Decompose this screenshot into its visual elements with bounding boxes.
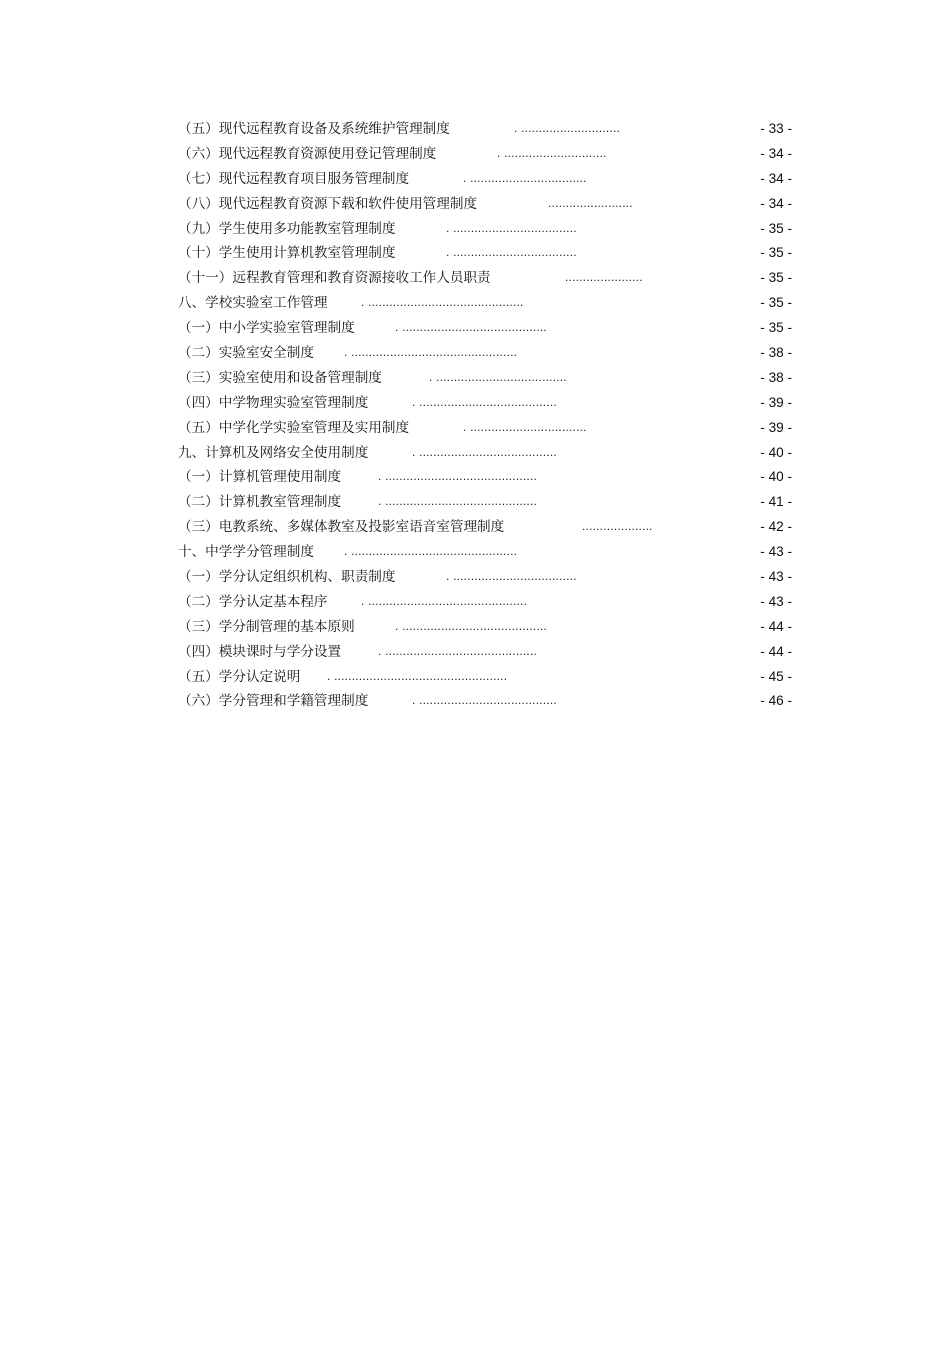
toc-page-number: - 38 - (760, 345, 792, 361)
toc-entry-title: （六）学分管理和学籍管理制度 (178, 693, 369, 710)
toc-page-number: - 34 - (760, 145, 792, 161)
toc-leader-dots: . ....................................... (412, 394, 557, 409)
toc-page-number: - 40 - (760, 469, 792, 485)
toc-entry-title: （五）现代远程教育设备及系统维护管理制度 (178, 121, 450, 137)
toc-leader-dots: . ................................... (446, 569, 577, 584)
toc-entry-title: （四）模块课时与学分设置 (178, 643, 342, 660)
toc-entry-title: （七）现代远程教育项目服务管理制度 (178, 170, 410, 187)
toc-entry[interactable] (178, 192, 792, 217)
toc-entry[interactable] (178, 217, 792, 242)
toc-page-number: - 40 - (760, 444, 792, 460)
toc-page-number: - 38 - (760, 369, 792, 385)
toc-page-number: - 39 - (760, 394, 792, 410)
toc-entry[interactable] (178, 515, 792, 540)
toc-entry-title: （一）学分认定组织机构、职责制度 (178, 569, 396, 586)
toc-entry-title: （二）计算机教室管理制度 (178, 494, 342, 511)
toc-entry-title: （二）实验室安全制度 (178, 345, 314, 362)
toc-leader-dots: . ............................................. (361, 593, 528, 608)
toc-leader-dots: . ..................................... (429, 369, 567, 384)
toc-page-number: - 35 - (760, 220, 792, 236)
toc-entry[interactable] (178, 465, 792, 490)
toc-leader-dots: . ............................................... (344, 345, 518, 360)
toc-leader-dots: . ......................................... (395, 320, 547, 335)
toc-leader-dots: ........................ (548, 195, 633, 210)
toc-page-number: - 39 - (760, 419, 792, 435)
toc-entry[interactable] (178, 615, 792, 640)
toc-leader-dots: . ................................... (446, 245, 577, 260)
toc-entry-title: （一）计算机管理使用制度 (178, 469, 342, 486)
toc-page-number: - 43 - (760, 544, 792, 560)
toc-page-number: - 41 - (760, 494, 792, 510)
toc-page-number: - 43 - (760, 593, 792, 609)
toc-leader-dots: . ....................................... (412, 444, 557, 459)
toc-entry-title: （五）中学化学实验室管理及实用制度 (178, 419, 410, 436)
toc-page-number: - 45 - (760, 668, 792, 684)
toc-entry-title: （三）学分制管理的基本原则 (178, 618, 355, 635)
toc-entry-title: （三）电教系统、多媒体教室及投影室语音室管理制度 (178, 519, 505, 536)
toc-page-number: - 34 - (760, 195, 792, 211)
toc-entry[interactable] (178, 640, 792, 665)
toc-entry[interactable] (178, 167, 792, 192)
toc-entry[interactable] (178, 366, 792, 391)
toc-page-number: - 46 - (760, 693, 792, 709)
toc-entry[interactable] (178, 441, 792, 466)
toc-page-number: - 44 - (760, 618, 792, 634)
toc-page-number: - 34 - (760, 170, 792, 186)
toc-leader-dots: . ................................. (463, 419, 587, 434)
toc-entry-title: （五）学分认定说明 (178, 668, 301, 685)
toc-page-number: - 33 - (760, 121, 792, 136)
toc-leader-dots: . ................................. (463, 170, 587, 185)
toc-entry[interactable] (178, 117, 792, 142)
toc-page-number: - 35 - (760, 295, 792, 311)
toc-leader-dots: . ................................... (446, 220, 577, 235)
toc-leader-dots: . ........................................... (378, 643, 538, 658)
toc-entry[interactable] (178, 490, 792, 515)
toc-entry[interactable] (178, 565, 792, 590)
toc-entry-title: 八、学校实验室工作管理 (178, 295, 328, 312)
toc-entry-title: （六）现代远程教育资源使用登记管理制度 (178, 145, 437, 162)
toc-leader-dots: . ............................ (514, 121, 621, 135)
toc-page-number: - 44 - (760, 643, 792, 659)
table-of-contents (178, 117, 792, 714)
toc-leader-dots: . ....................................... (412, 693, 557, 708)
toc-leader-dots: . ............................................... (344, 544, 518, 559)
toc-entry[interactable] (178, 316, 792, 341)
toc-entry-title: （二）学分认定基本程序 (178, 593, 328, 610)
toc-leader-dots: .................... (582, 519, 653, 534)
toc-entry[interactable] (178, 590, 792, 615)
toc-entry[interactable] (178, 266, 792, 291)
toc-entry-title: （一）中小学实验室管理制度 (178, 320, 355, 337)
toc-leader-dots: . ............................. (497, 145, 607, 160)
toc-page-number: - 35 - (760, 320, 792, 336)
toc-entry-title: （八）现代远程教育资源下载和软件使用管理制度 (178, 195, 478, 212)
toc-leader-dots: . ........................................... (378, 469, 538, 484)
toc-entry[interactable] (178, 391, 792, 416)
toc-leader-dots: . ................................................. (327, 668, 508, 683)
toc-entry[interactable] (178, 341, 792, 366)
toc-entry[interactable] (178, 241, 792, 266)
toc-entry-title: （十）学生使用计算机教室管理制度 (178, 245, 396, 262)
toc-leader-dots: . ........................................... (378, 494, 538, 509)
toc-entry[interactable] (178, 291, 792, 316)
toc-leader-dots: . ............................................ (361, 295, 524, 310)
toc-entry[interactable] (178, 689, 792, 714)
toc-entry-title: 十、中学学分管理制度 (178, 544, 314, 561)
toc-entry-title: （九）学生使用多功能教室管理制度 (178, 220, 396, 237)
toc-page-number: - 43 - (760, 569, 792, 585)
toc-entry-title: （十一）远程教育管理和教育资源接收工作人员职责 (178, 270, 491, 287)
toc-page-number: - 35 - (760, 245, 792, 261)
toc-leader-dots: . ......................................... (395, 618, 547, 633)
toc-entry[interactable] (178, 416, 792, 441)
toc-leader-dots: ...................... (565, 270, 643, 285)
toc-page-number: - 35 - (760, 270, 792, 286)
toc-entry-title: 九、计算机及网络安全使用制度 (178, 444, 369, 461)
toc-entry[interactable] (178, 665, 792, 690)
toc-entry-title: （三）实验室使用和设备管理制度 (178, 369, 382, 386)
toc-entry[interactable] (178, 540, 792, 565)
toc-page-number: - 42 - (760, 519, 792, 535)
toc-entry[interactable] (178, 142, 792, 167)
toc-entry-title: （四）中学物理实验室管理制度 (178, 394, 369, 411)
